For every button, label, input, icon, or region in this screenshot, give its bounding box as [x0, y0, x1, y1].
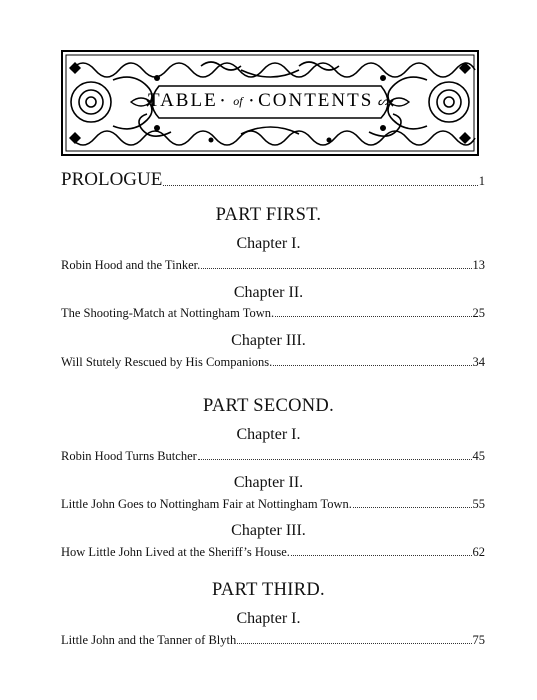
toc-entry[interactable] [61, 633, 485, 648]
chapter-heading: Chapter I. [236, 610, 301, 627]
toc-entry[interactable] [61, 355, 485, 370]
dot-leader [237, 643, 471, 644]
entry-page: 62 [472, 545, 485, 559]
entry-title: Will Stutely Rescued by His Companions. [61, 355, 273, 369]
flourish-icon: ᔕ [377, 93, 389, 108]
dot-leader [198, 459, 472, 460]
toc-entry[interactable] [61, 449, 485, 464]
entry-title: Robin Hood and the Tinker. [61, 258, 201, 272]
entry-title: The Shooting-Match at Nottingham Town. [61, 306, 275, 320]
toc-entry[interactable] [61, 497, 485, 512]
part-heading: PART THIRD. [212, 580, 325, 600]
toc-entry[interactable] [61, 306, 485, 321]
table-of-contents-banner [61, 50, 479, 156]
entry-title: Little John and the Tanner of Blyth [61, 633, 237, 647]
dot-leader [273, 365, 471, 366]
part-heading: PART FIRST. [215, 205, 322, 225]
dot-leader [275, 316, 471, 317]
dot-leader [201, 268, 471, 269]
dot-separator-icon: • [249, 95, 256, 107]
dot-separator-icon: • [220, 95, 227, 107]
part-heading: PART SECOND. [202, 396, 334, 416]
chapter-heading: Chapter II. [233, 284, 304, 301]
chapter-heading: Chapter I. [236, 235, 301, 252]
entry-title: Little John Goes to Nottingham Fair at Nottingham Town. [61, 497, 352, 511]
toc-entry-prologue[interactable] [61, 169, 485, 191]
dot-leader [163, 185, 477, 186]
entry-page: 55 [472, 497, 485, 511]
chapter-heading: Chapter III. [231, 522, 306, 539]
chapter-heading: Chapter II. [233, 474, 304, 491]
banner-word-contents: CONTENTS [258, 90, 374, 111]
entry-page: 13 [472, 258, 485, 272]
entry-page: 45 [472, 449, 485, 463]
entry-page: 75 [472, 633, 485, 647]
entry-title: Robin Hood Turns Butcher [61, 449, 197, 463]
chapter-heading: Chapter I. [236, 426, 301, 443]
banner-word-of: of [233, 93, 243, 108]
banner-title [148, 85, 389, 117]
entry-title: How Little John Lived at the Sheriff’s House. [61, 545, 290, 559]
banner-word-table: TABLE [148, 90, 218, 111]
entry-title: PROLOGUE [61, 169, 163, 190]
dot-leader [291, 555, 472, 556]
toc-entry[interactable] [61, 258, 485, 273]
dot-leader [353, 507, 472, 508]
chapter-heading: Chapter III. [231, 332, 306, 349]
toc-entry[interactable] [61, 545, 485, 560]
entry-page: 34 [472, 355, 485, 369]
entry-page: 1 [478, 174, 485, 188]
entry-page: 25 [472, 306, 485, 320]
